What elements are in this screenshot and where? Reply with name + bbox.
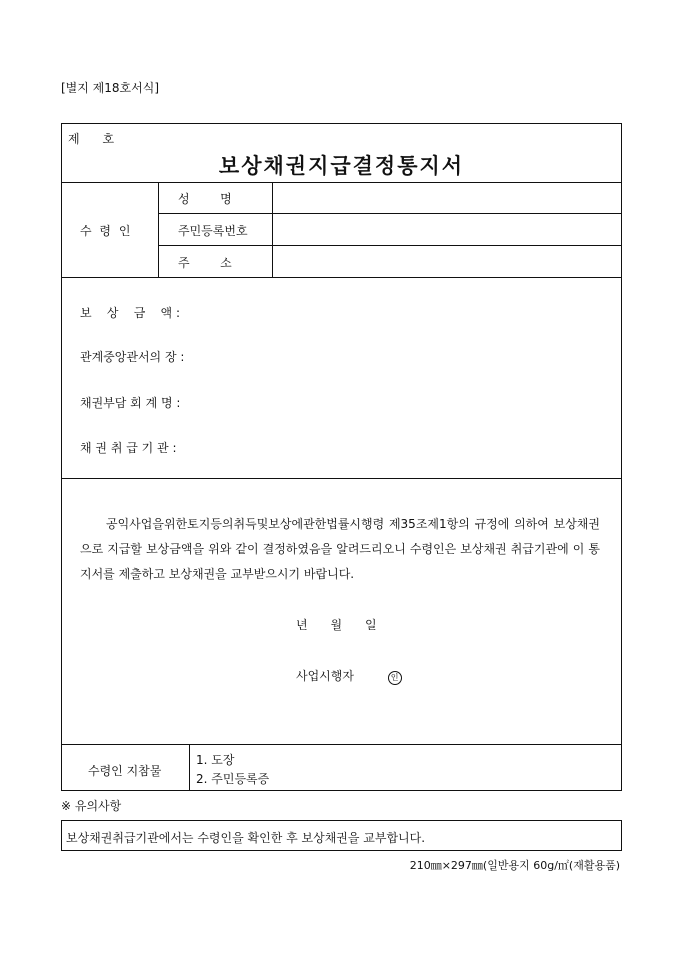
divider	[158, 245, 622, 246]
divider	[158, 213, 622, 214]
item-id-card: 2. 주민등록증	[196, 772, 270, 786]
notes-text: 보상채권취급기관에서는 수령인을 확인한 후 보상채권을 교부합니다.	[66, 831, 426, 845]
resident-number-label: 주민등록번호	[178, 224, 248, 238]
document-number-label: 제 호	[68, 132, 115, 146]
document-title: 보상채권지급결정통지서	[218, 153, 465, 178]
recipient-label: 수 령 인	[80, 224, 133, 238]
name-label: 성 명	[178, 192, 232, 206]
form-number-label: [별지 제18호서식]	[61, 81, 159, 95]
compensation-amount-label: 보 상 금 액 :	[80, 306, 180, 320]
divider	[189, 744, 190, 791]
central-agency-head-label: 관계중앙관서의 장 :	[80, 350, 185, 364]
divider	[61, 182, 622, 183]
divider	[61, 277, 622, 278]
item-seal: 1. 도장	[196, 753, 235, 767]
bond-handler-label: 채 권 취 급 기 관 :	[80, 441, 177, 455]
divider	[158, 182, 159, 277]
divider	[272, 182, 273, 277]
date-line: 년 월 일	[296, 618, 377, 632]
operator-label: 사업시행자	[296, 669, 354, 683]
divider	[61, 744, 622, 745]
items-to-bring-label: 수령인 지참물	[88, 764, 162, 778]
operator-line	[296, 667, 402, 685]
notes-heading: ※ 유의사항	[61, 799, 122, 813]
address-field[interactable]	[280, 250, 616, 272]
address-label: 주 소	[178, 256, 232, 270]
paper-specification: 210㎜×297㎜(일반용지 60g/㎡(재활용품)	[409, 859, 620, 872]
resident-number-field[interactable]	[280, 218, 616, 240]
name-field[interactable]	[280, 186, 616, 208]
seal-mark: 인	[388, 671, 402, 685]
notice-paragraph: 공익사업을위한토지등의취득및보상에관한법률시행령 제35조제1항의 규정에 의하여 보상채권으로 지급할 보상금액을 위와 같이 결정하였음을 알려드리오니 수령인은 보상채권 취급기관에 이 통지서를 제출하고 보상채권을 교부받으시기 바랍니다.	[80, 517, 600, 581]
bond-account-label: 채권부담 회 계 명 :	[80, 396, 181, 410]
divider	[61, 478, 622, 479]
